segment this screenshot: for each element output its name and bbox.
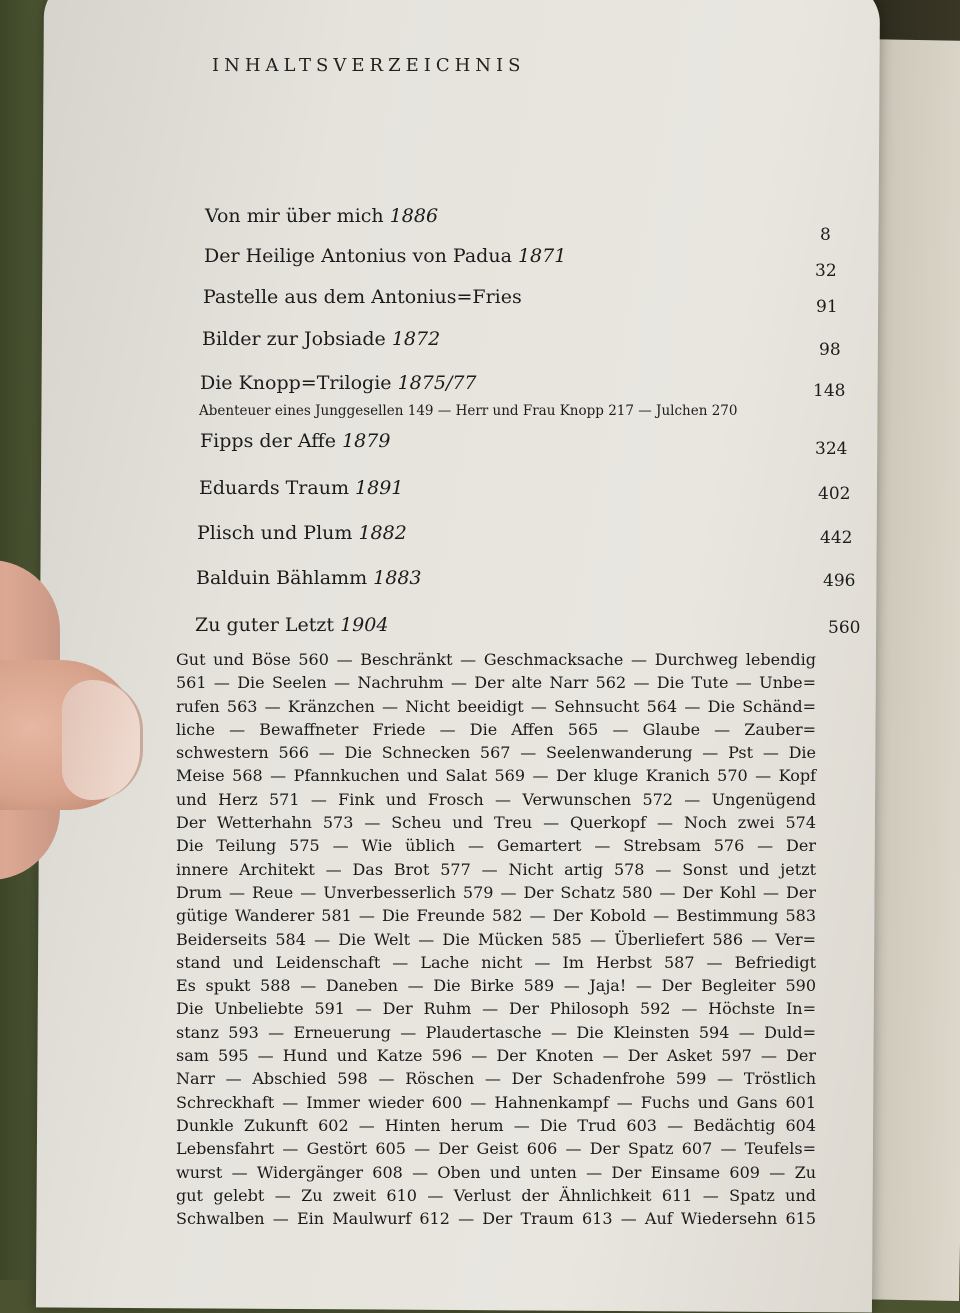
poems-line: stanz 593 — Erneuerung — Plaudertasche — Die Kleinsten 594 — Duld=	[176, 1022, 816, 1042]
entry-page: 442	[820, 528, 853, 548]
entry-title: Fipps der Affe	[200, 430, 337, 452]
poems-line: sam 595 — Hund und Katze 596 — Der Knoten — Der Asket 597 — Der	[176, 1046, 816, 1066]
poems-line: Die Teilung 575 — Wie üblich — Gemartert — Strebsam 576 — Der	[176, 836, 816, 856]
toc-entry	[0, 286, 960, 322]
poems-line: schwestern 566 — Die Schnecken 567 — Seelenwanderung — Pst — Die	[176, 743, 816, 763]
entry-year: 1886	[389, 205, 439, 227]
poems-line: gut gelebt — Zu zweit 610 — Verlust der Ähnlichkeit 611 — Spatz und	[176, 1185, 816, 1205]
toc-entry	[0, 614, 960, 650]
entry-year: 1875/77	[397, 372, 477, 394]
entry-year: 1871	[517, 245, 567, 267]
poems-line: Der Wetterhahn 573 — Scheu und Treu — Querkopf — Noch zwei 574	[176, 813, 816, 833]
entry-title-text	[204, 245, 566, 267]
poems-line: Drum — Reue — Unverbesserlich 579 — Der Schatz 580 — Der Kohl — Der	[176, 882, 816, 902]
entry-title: Pastelle aus dem Antonius=Fries	[203, 286, 522, 308]
poems-line: rufen 563 — Kränzchen — Nicht beeidigt — Sehnsucht 564 — Die Schänd=	[176, 696, 816, 716]
entry-page: 32	[815, 261, 837, 281]
entry-title-text	[200, 430, 390, 452]
entry-title: Eduards Traum	[199, 477, 349, 499]
poems-line: Schreckhaft — Immer wieder 600 — Hahnenkampf — Fuchs und Gans 601	[176, 1092, 816, 1112]
entry-page: 560	[828, 618, 861, 638]
toc-entry	[0, 205, 960, 245]
entry-title-text	[196, 567, 422, 589]
entry-title-text	[205, 205, 438, 227]
entry-page: 148	[813, 381, 846, 401]
toc-entry	[0, 522, 960, 558]
entry-title: Der Heilige Antonius von Padua	[204, 245, 512, 267]
poems-line: Schwalben — Ein Maulwurf 612 — Der Traum 613 — Auf Wiedersehn 615	[176, 1209, 816, 1229]
poems-line: und Herz 571 — Fink und Frosch — Verwunschen 572 — Ungenügend	[176, 789, 816, 809]
entry-title-text	[203, 286, 522, 308]
entry-year: 1882	[358, 522, 407, 544]
poems-line: Beiderseits 584 — Die Welt — Die Mücken 585 — Überliefert 586 — Ver=	[176, 929, 816, 949]
poems-line: liche — Bewaffneter Friede — Die Affen 565 — Glaube — Zauber=	[176, 719, 816, 739]
entry-year: 1872	[391, 328, 441, 350]
poems-line: innere Architekt — Das Brot 577 — Nicht artig 578 — Sonst und jetzt	[176, 859, 816, 879]
entry-page: 8	[820, 225, 831, 245]
toc-entry	[0, 245, 960, 281]
poems-line: Dunkle Zukunft 602 — Hinten herum — Die Trud 603 — Bedächtig 604	[176, 1115, 816, 1135]
poems-line: stand und Leidenschaft — Lache nicht — Im Herbst 587 — Befriedigt	[176, 952, 816, 972]
toc-entry	[0, 430, 960, 466]
entry-year: 1904	[340, 614, 389, 636]
poems-line: Es spukt 588 — Daneben — Die Birke 589 — Jaja! — Der Begleiter 590	[176, 976, 816, 996]
entry-page: 324	[815, 439, 848, 459]
entry-year: 1883	[373, 567, 422, 589]
entry-title: Zu guter Letzt	[195, 614, 335, 636]
entry-title: Die Knopp=Trilogie	[200, 372, 392, 394]
knopp-subtitle: Abenteuer eines Junggesellen 149 — Herr und Frau Knopp 217 — Julchen 270	[199, 403, 738, 419]
entry-title-text	[197, 522, 407, 544]
toc-entry	[0, 567, 960, 603]
poems-line: 561 — Die Seelen — Nachruhm — Der alte Narr 562 — Die Tute — Unbe=	[176, 673, 816, 693]
entry-title-text	[195, 614, 388, 636]
poems-line: wurst — Widergänger 608 — Oben und unten — Der Einsame 609 — Zu	[176, 1162, 816, 1182]
entry-title: Balduin Bählamm	[196, 567, 368, 589]
entry-page: 402	[818, 484, 851, 504]
entry-year: 1879	[342, 430, 391, 452]
poems-line: gütige Wanderer 581 — Die Freunde 582 — Der Kobold — Bestimmung 583	[176, 906, 816, 926]
page-heading: INHALTSVERZEICHNIS	[212, 55, 526, 76]
toc-entry	[0, 328, 960, 364]
poems-line: Narr — Abschied 598 — Röschen — Der Schadenfrohe 599 — Tröstlich	[176, 1069, 816, 1089]
poems-line: Meise 568 — Pfannkuchen und Salat 569 — Der kluge Kranich 570 — Kopf	[176, 766, 816, 786]
entry-title-text	[202, 328, 440, 350]
entry-year: 1891	[355, 477, 404, 499]
poems-line: Die Unbeliebte 591 — Der Ruhm — Der Philosoph 592 — Höchste In=	[176, 999, 816, 1019]
entry-title: Bilder zur Jobsiade	[202, 328, 386, 350]
entry-page: 98	[819, 340, 841, 360]
poems-list	[176, 648, 816, 1230]
entry-title-text	[199, 477, 403, 499]
entry-title: Von mir über mich	[205, 205, 384, 227]
poems-line: Lebensfahrt — Gestört 605 — Der Geist 606 — Der Spatz 607 — Teufels=	[176, 1139, 816, 1159]
entry-title-text	[200, 372, 477, 394]
entry-title: Plisch und Plum	[197, 522, 353, 544]
entry-page: 91	[816, 297, 838, 317]
thumbnail	[62, 680, 143, 800]
entry-page: 496	[823, 571, 856, 591]
poems-line: Gut und Böse 560 — Beschränkt — Geschmacksache — Durchweg lebendig	[176, 650, 816, 669]
toc-entry	[0, 477, 960, 513]
